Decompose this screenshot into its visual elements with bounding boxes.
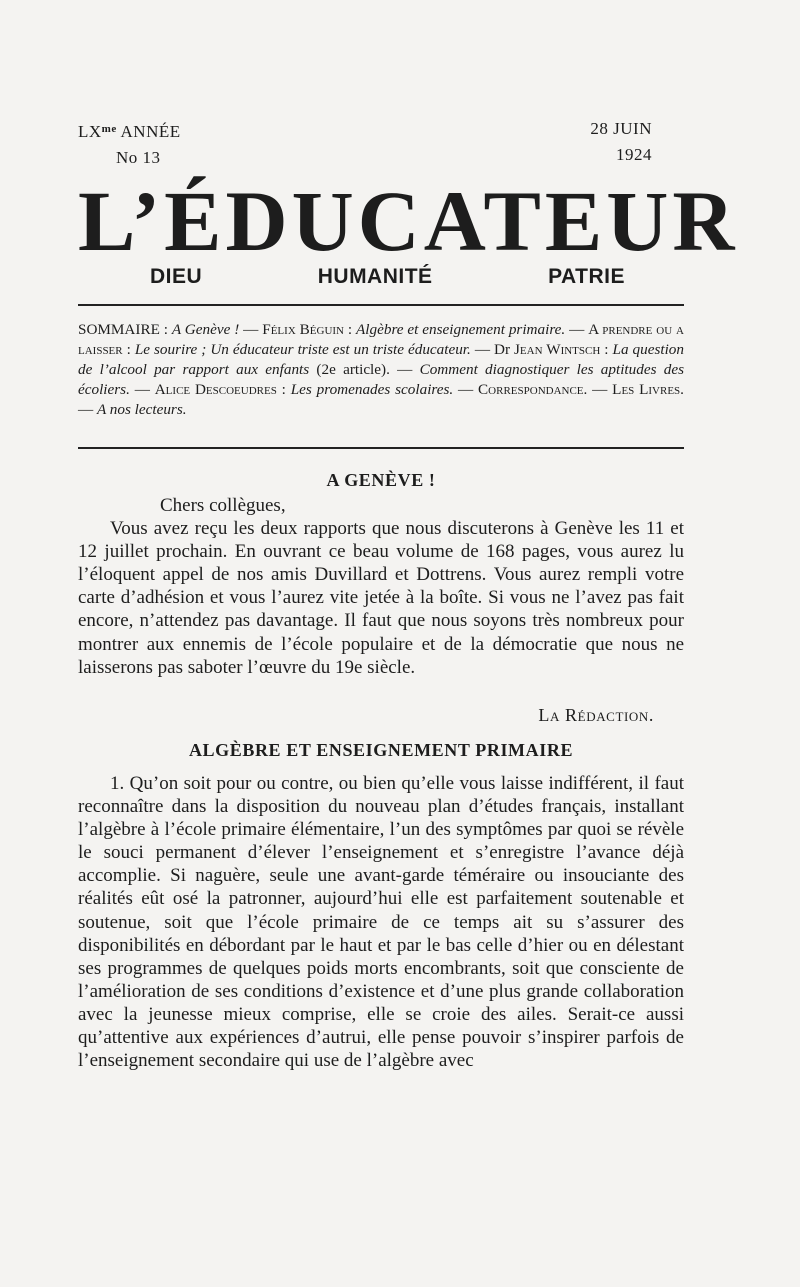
issue-number: No 13 (116, 148, 161, 167)
motto-dieu: DIEU (150, 265, 203, 288)
year-volume: $LX^{me}$ ANNÉE (78, 122, 181, 141)
issue-date (590, 116, 652, 168)
motto-humanite: HUMANITÉ (317, 265, 433, 288)
motto-line (150, 265, 625, 289)
article-title-geneve: A GENÈVE ! (326, 470, 436, 490)
table-of-contents: SOMMAIRE : A Genève ! — Félix Béguin : Algèbre et enseignement primaire. — A prendre ou a laisser : Le sourire ; Un éducateur triste est un triste éducateur. — Dr Jean Wintsch : La question de l’alcool par rapport aux enfants (2e article). — Comment diagnostiquer les aptitudes des écoliers. — Alice Descoeudres : Les promenades scolaires. — Correspondance. — Les Livres. — A nos lecteurs. (78, 321, 684, 418)
salutation: Chers collègues, (160, 495, 286, 516)
issue-day-month: 28 JUIN (590, 119, 652, 138)
signature: La Rédaction. (538, 705, 654, 725)
article-body-algebre (78, 772, 684, 1072)
top-divider (78, 304, 684, 306)
journal-title: L’ÉDUCATEUR (78, 173, 739, 269)
summary-divider (78, 447, 684, 449)
motto-patrie: PATRIE (548, 265, 625, 288)
issue-info (78, 116, 181, 171)
paragraph: 1. Qu’on soit pour ou contre, ou bien qu’elle vous laisse indifférent, il faut reconnaître dans la disposition du nouveau plan d’études français, installant l’algèbre à l’école primaire élémentaire, l’un des symptômes par quoi se révèle le souci permanent d’élever l’enseignement et s’enregistre l’avance déjà accomplie. Si naguère, seule une avant-garde téméraire ou insouciante des réalités eût osé la patronner, aujourd’hui elle est parfaitement soutenable et soutenue, soit que l’école primaire de ce temps ait su s’assurer des disponibilités en débordant par le haut et par le bas celle d’hier ou en délestant ses programmes de quelques poids morts encombrants, soit que consciente de l’amélioration de ses conditions d’existence et d’une plus grande collaboration avec la jeunesse mieux comprise, elle se croie des ailes. Serait-ce aussi qu’attentive aux expériences d’autrui, elle pense pouvoir s’inspirer parfois de l’enseignement secondaire qui use de l’algèbre avec (78, 773, 684, 1072)
paragraph: Vous avez reçu les deux rapports que nous discuterons à Genève les 11 et 12 juillet prochain. En ouvrant ce beau volume de 168 pages, vous aurez lu l’éloquent appel de nos amis Duvillard et Dottrens. Vous aurez rempli votre carte d’adhésion et vous l’aurez vite jetée à la boîte. Si vous ne l’avez pas fait encore, n’attendez pas davantage. Il faut que nous soyons très nombreux pour montrer aux ennemis de l’école populaire et de la démocratie que nous ne laisserons pas saboter l’œuvre du 19e siècle. (78, 518, 684, 678)
article-body-geneve (78, 494, 684, 679)
article-title-algebre: ALGÈBRE ET ENSEIGNEMENT PRIMAIRE (188, 740, 574, 760)
issue-year: 1924 (616, 145, 652, 164)
